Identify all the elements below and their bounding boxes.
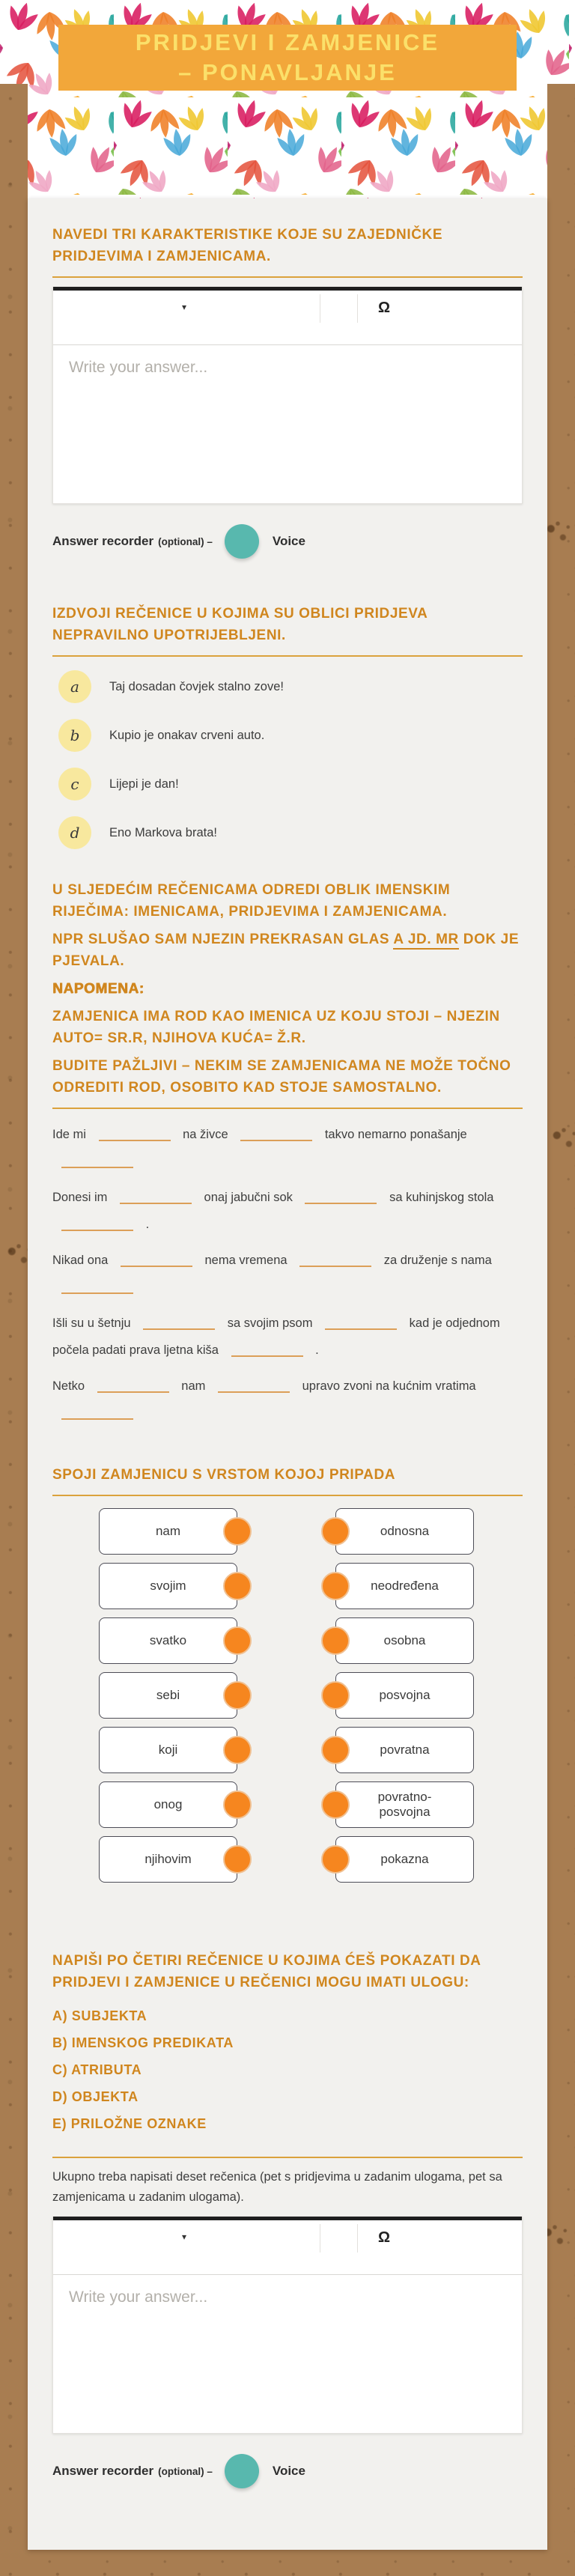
editor-toolbar [53,2220,522,2275]
match-right-osobna[interactable] [335,1617,474,1664]
match-connector[interactable] [223,1517,252,1546]
answer-editor-1 [52,287,523,504]
fill-blank-input[interactable] [61,1278,133,1294]
match-connector[interactable] [223,1681,252,1710]
special-characters-button[interactable]: Ω [371,297,398,319]
cloze-sentence-5 [52,1373,523,1427]
cloze-text: sa svojim psom [227,1316,313,1330]
choice-a-button[interactable]: a [58,670,91,703]
match-right-povratna[interactable] [335,1727,474,1773]
match-row-1 [52,1508,523,1555]
cloze-text: Netko [52,1379,85,1393]
answer-editor-2 [52,2217,523,2434]
match-connector[interactable] [223,1572,252,1600]
match-area [52,1508,523,1883]
role-list [52,2002,523,2137]
question-divider [52,655,523,657]
answer-placeholder: Write your answer... [69,2288,208,2306]
toolbar-divider [357,294,358,323]
match-row-5 [52,1727,523,1773]
special-characters-button[interactable]: Ω [371,2226,398,2249]
cloze-text: nema vremena [204,1254,288,1267]
choice-row-b [52,719,523,752]
answer-recorder-2 [52,2453,523,2489]
match-row-4 [52,1672,523,1719]
answer-placeholder: Write your answer... [69,359,208,376]
choice-text: Kupio je onakav crveni auto. [109,728,265,742]
match-connector[interactable] [321,1626,350,1655]
answer-recorder-1 [52,523,523,559]
cloze-text: Ide mi [52,1128,86,1141]
match-row-2 [52,1563,523,1609]
format-dropdown-button[interactable]: ▾ [150,297,218,318]
match-label: svatko [149,1633,187,1647]
match-connector[interactable] [321,1517,350,1546]
match-label: sebi [156,1688,180,1702]
format-dropdown-button[interactable]: ▾ [150,2226,218,2247]
fill-blank-input[interactable] [120,1188,192,1204]
cloze-text: takvo nemarno ponašanje [324,1128,467,1141]
cloze-sentence-4 [52,1310,523,1364]
match-left-svatko[interactable] [99,1617,237,1664]
cloze-text: za druženje s nama [383,1254,492,1267]
ink-splotch [547,1123,575,1158]
question-5-title: NAPIŠI PO ČETIRI REČENICE U KOJIMA ĆEŠ POKAZATI DA PRIDJEVI I ZAMJENICE U REČENICI MOGU IMATI ULOGU: [52,1953,481,1990]
choice-text: Lijepi je dan! [109,777,179,791]
choice-row-c [52,768,523,801]
fill-blank-input[interactable] [299,1251,371,1267]
question-divider [52,1108,523,1109]
choice-text: Eno Markova brata! [109,825,217,839]
cloze-sentence-2 [52,1184,523,1238]
match-label: neodređena [371,1579,439,1593]
match-left-njihovim[interactable] [99,1836,237,1883]
match-label: povratna [380,1743,430,1757]
recorder-optional-label: (optional) – [158,535,213,547]
example-prefix: NPR SLUŠAO SAM NJEZIN PREKRASAN GLAS [52,932,394,947]
cloze-text: onaj jabučni sok [204,1191,293,1204]
match-label: onog [153,1797,183,1811]
question-3-example [52,929,523,972]
match-connector[interactable] [223,1626,252,1655]
worksheet-header [0,0,575,198]
voice-record-button[interactable] [225,524,259,559]
voice-label: Voice [272,2464,305,2478]
match-right-neodređena[interactable] [335,1563,474,1609]
question-2-title: IZDVOJI REČENICE U KOJIMA SU OBLICI PRIDJEVA NEPRAVILNO UPOTRIJEBLJENI. [52,606,428,643]
match-connector[interactable] [223,1790,252,1819]
example-suffix: DOK JE PJEVALA. [52,932,520,969]
question-3-note-2: BUDITE PAŽLJIVI – NEKIM SE ZAMJENICAMA NE MOŽE TOČNO ODREDITI ROD, OSOBITO KAD STOJE SAMOSTALNO. [52,1058,511,1096]
match-row-3 [52,1617,523,1664]
match-connector[interactable] [223,1736,252,1764]
choice-row-d [52,816,523,849]
choice-text: Taj dosadan čovjek stalno zove! [109,679,284,693]
worksheet-card [28,198,547,2550]
match-label: osobna [383,1633,426,1647]
recorder-optional-label: (optional) – [158,2465,213,2477]
match-label: pokazna [380,1852,429,1866]
fill-blank-input[interactable] [61,1152,133,1168]
match-right-odnosna[interactable] [335,1508,474,1555]
fill-blank-input[interactable] [231,1340,303,1357]
match-left-svojim[interactable] [99,1563,237,1609]
match-label: povratno-posvojna [377,1790,432,1819]
role-item-5: E) PRILOŽNE OZNAKE [52,2116,207,2131]
role-item-2: B) IMENSKOG PREDIKATA [52,2035,234,2050]
match-left-onog[interactable] [99,1781,237,1828]
role-item-1: A) SUBJEKTA [52,2008,147,2023]
question-5-note: Ukupno treba napisati deset rečenica (pet s pridjevima u zadanim ulogama, pet sa zamjenicama u zadanim ulogama). [52,2170,502,2204]
cloze-sentence-1 [52,1121,523,1175]
recorder-label: Answer recorder [52,2464,154,2478]
match-label: koji [158,1743,178,1757]
cloze-text: nam [181,1379,206,1393]
toolbar-divider [357,2224,358,2253]
question-3-title: U SLJEDEĆIM REČENICAMA ODREDI OBLIK IMENSKIM RIJEČIMA: IMENICAMA, PRIDJEVIMA I ZAMJENICAMA. [52,882,451,920]
match-connector[interactable] [223,1845,252,1874]
choice-d-button[interactable]: d [58,816,91,849]
match-connector[interactable] [321,1790,350,1819]
cloze-text: . [145,1218,150,1231]
answer-textarea[interactable] [53,2275,522,2433]
role-item-4: D) OBJEKTA [52,2089,139,2104]
worksheet-title-line1: PRIDJEVI I ZAMJENICE [135,29,440,55]
match-label: njihovim [144,1852,192,1866]
match-row-7 [52,1836,523,1883]
choice-b-button[interactable]: b [58,719,91,752]
worksheet-title-line2: – PONAVLJANJE [178,59,397,85]
match-right-posvojna[interactable] [335,1672,474,1719]
question-1-title: NAVEDI TRI KARAKTERISTIKE KOJE SU ZAJEDNIČKE PRIDJEVIMA I ZAMJENICAMA. [52,227,443,264]
fill-blank-input[interactable] [121,1251,192,1267]
match-label: nam [155,1524,181,1538]
match-connector[interactable] [321,1845,350,1874]
cloze-text: . [315,1343,319,1357]
fill-blank-input[interactable] [218,1376,290,1393]
question-divider [52,1495,523,1496]
question-divider [52,276,523,278]
cloze-sentence-3 [52,1247,523,1301]
fill-blank-input[interactable] [240,1125,312,1141]
match-label: posvojna [379,1688,431,1702]
match-left-nam[interactable] [99,1508,237,1555]
match-label: odnosna [380,1524,430,1538]
answer-textarea[interactable] [53,345,522,503]
match-right-povratno-posvojna[interactable] [335,1781,474,1828]
question-3-note-1: ZAMJENICA IMA ROD KAO IMENICA UZ KOJU STOJI – NJEZIN AUTO= SR.R, NJIHOVA KUĆA= Ž.R. [52,1009,500,1046]
fill-blank-input[interactable] [61,1215,133,1231]
worksheet-title-banner [58,25,517,91]
choice-row-a [52,670,523,703]
role-item-3: C) ATRIBUTA [52,2062,142,2077]
example-underlined: A JD. MR [393,932,459,950]
question-4-title: SPOJI ZAMJENICU S VRSTOM KOJOJ PRIPADA [52,1467,396,1483]
cloze-text: sa kuhinjskog stola [389,1191,494,1204]
voice-label: Voice [272,534,305,548]
cloze-text: kad je odjednom počela padati prava ljetna kiša [52,1316,500,1357]
voice-record-button[interactable] [225,2454,259,2488]
cloze-text: Donesi im [52,1191,108,1204]
cloze-text: Išli su u šetnju [52,1316,131,1330]
fill-blank-input[interactable] [97,1376,169,1393]
match-row-6 [52,1781,523,1828]
choice-list [52,670,523,849]
question-3-note-label: NAPOMENA: [52,981,144,997]
cloze-area [52,1121,523,1427]
fill-blank-input[interactable] [305,1188,377,1204]
fill-blank-input[interactable] [61,1403,133,1420]
editor-toolbar [53,291,522,345]
fill-blank-input[interactable] [325,1313,397,1330]
recorder-label: Answer recorder [52,534,154,548]
question-divider [52,2157,523,2158]
match-connector[interactable] [321,1681,350,1710]
match-connector[interactable] [321,1736,350,1764]
choice-c-button[interactable]: c [58,768,91,801]
match-connector[interactable] [321,1572,350,1600]
cloze-text: upravo zvoni na kućnim vratima [302,1379,476,1393]
fill-blank-input[interactable] [143,1313,215,1330]
cloze-text: na živce [183,1128,228,1141]
match-left-sebi[interactable] [99,1672,237,1719]
fill-blank-input[interactable] [99,1125,171,1141]
match-label: svojim [150,1579,186,1593]
cloze-text: Nikad ona [52,1254,109,1267]
match-left-koji[interactable] [99,1727,237,1773]
match-right-pokazna[interactable] [335,1836,474,1883]
